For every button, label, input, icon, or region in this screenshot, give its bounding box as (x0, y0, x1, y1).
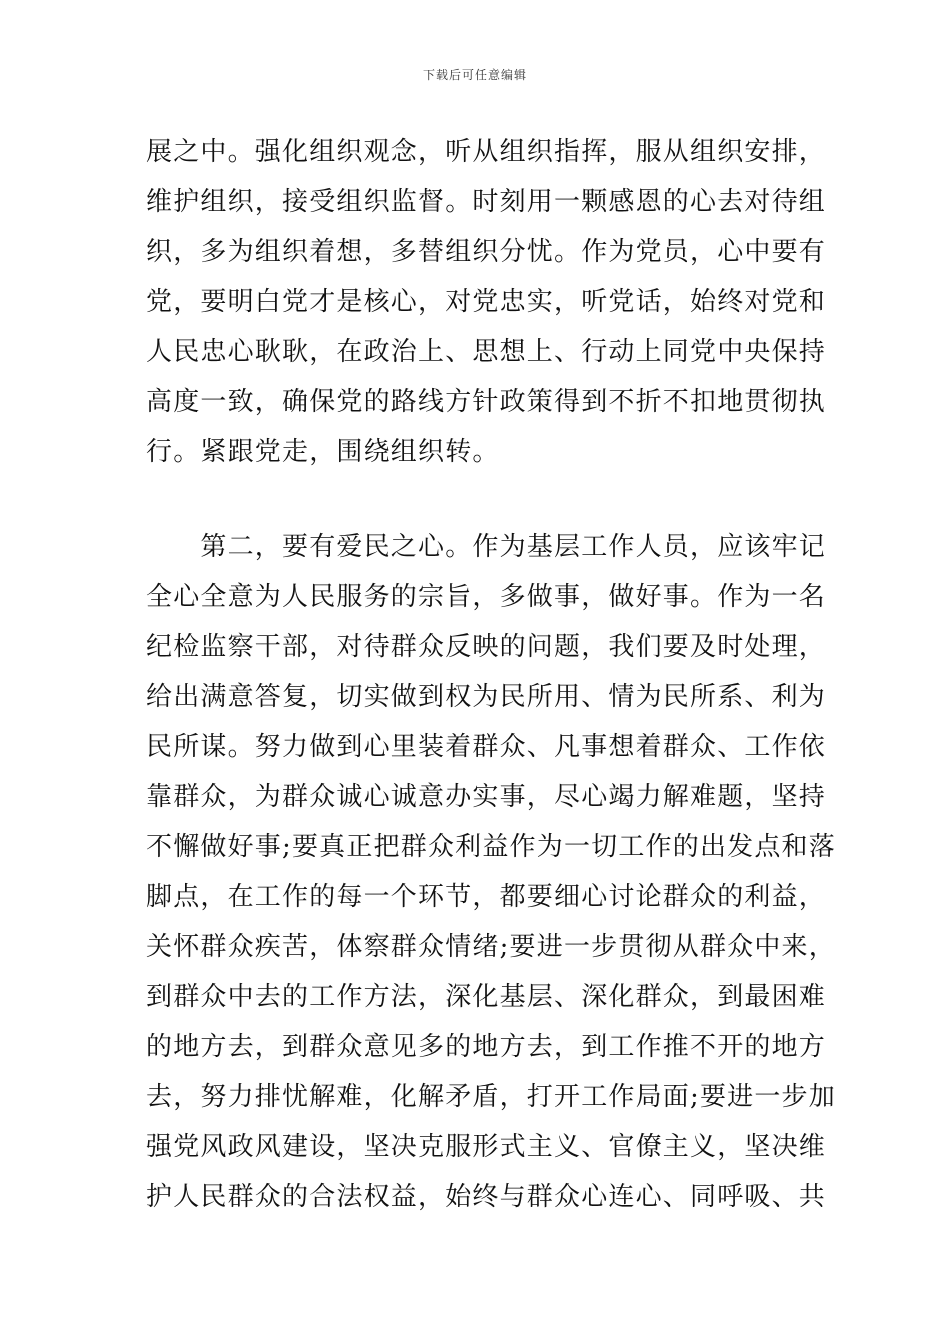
text-line: 全心全意为人民服务的宗旨，多做事，做好事。作为一名 (146, 582, 827, 612)
text-line: 到群众中去的工作方法，深化基层、深化群众，到最困难 (146, 982, 827, 1012)
text-line: 给出满意答复，切实做到权为民所用、情为民所系、利为 (146, 682, 827, 712)
text-line: 的地方去，到群众意见多的地方去，到工作推不开的地方 (146, 1032, 827, 1062)
text-line: 关怀群众疾苦，体察群众情绪;要进一步贯彻从群众中来， (146, 932, 836, 962)
text-line: 行。紧跟党走，围绕组织转。 (146, 437, 500, 467)
text-line: 第二，要有爱民之心。作为基层工作人员，应该牢记 (146, 532, 827, 562)
text-line: 纪检监察干部，对待群众反映的问题，我们要及时处理， (146, 632, 827, 662)
text-line: 维护组织，接受组织监督。时刻用一颗感恩的心去对待组 (146, 187, 827, 217)
text-line: 高度一致，确保党的路线方针政策得到不折不扣地贯彻执 (146, 387, 827, 417)
text-line: 护人民群众的合法权益，始终与群众心连心、同呼吸、共 (146, 1182, 827, 1212)
text-line: 织，多为组织着想，多替组织分忧。作为党员，心中要有 (146, 237, 827, 267)
text-line: 民所谋。努力做到心里装着群众、凡事想着群众、工作依 (146, 732, 827, 762)
text-line: 去，努力排忧解难，化解矛盾，打开工作局面;要进一步加 (146, 1082, 836, 1112)
text-line: 脚点，在工作的每一个环节，都要细心讨论群众的利益， (146, 882, 827, 912)
paragraph-1 (146, 127, 827, 477)
text-line: 展之中。强化组织观念，听从组织指挥，服从组织安排， (146, 137, 827, 167)
page-header: 下载后可任意编辑 (422, 68, 527, 82)
text-line: 不懈做好事;要真正把群众利益作为一切工作的出发点和落 (146, 832, 836, 862)
text-line: 强党风政风建设，坚决克服形式主义、官僚主义，坚决维 (146, 1132, 827, 1162)
text-line: 靠群众，为群众诚心诚意办实事，尽心竭力解难题，坚持 (146, 782, 827, 812)
text-line: 人民忠心耿耿，在政治上、思想上、行动上同党中央保持 (146, 337, 827, 367)
text-line: 党，要明白党才是核心，对党忠实，听党话，始终对党和 (146, 287, 827, 317)
paragraph-2 (146, 522, 836, 1222)
